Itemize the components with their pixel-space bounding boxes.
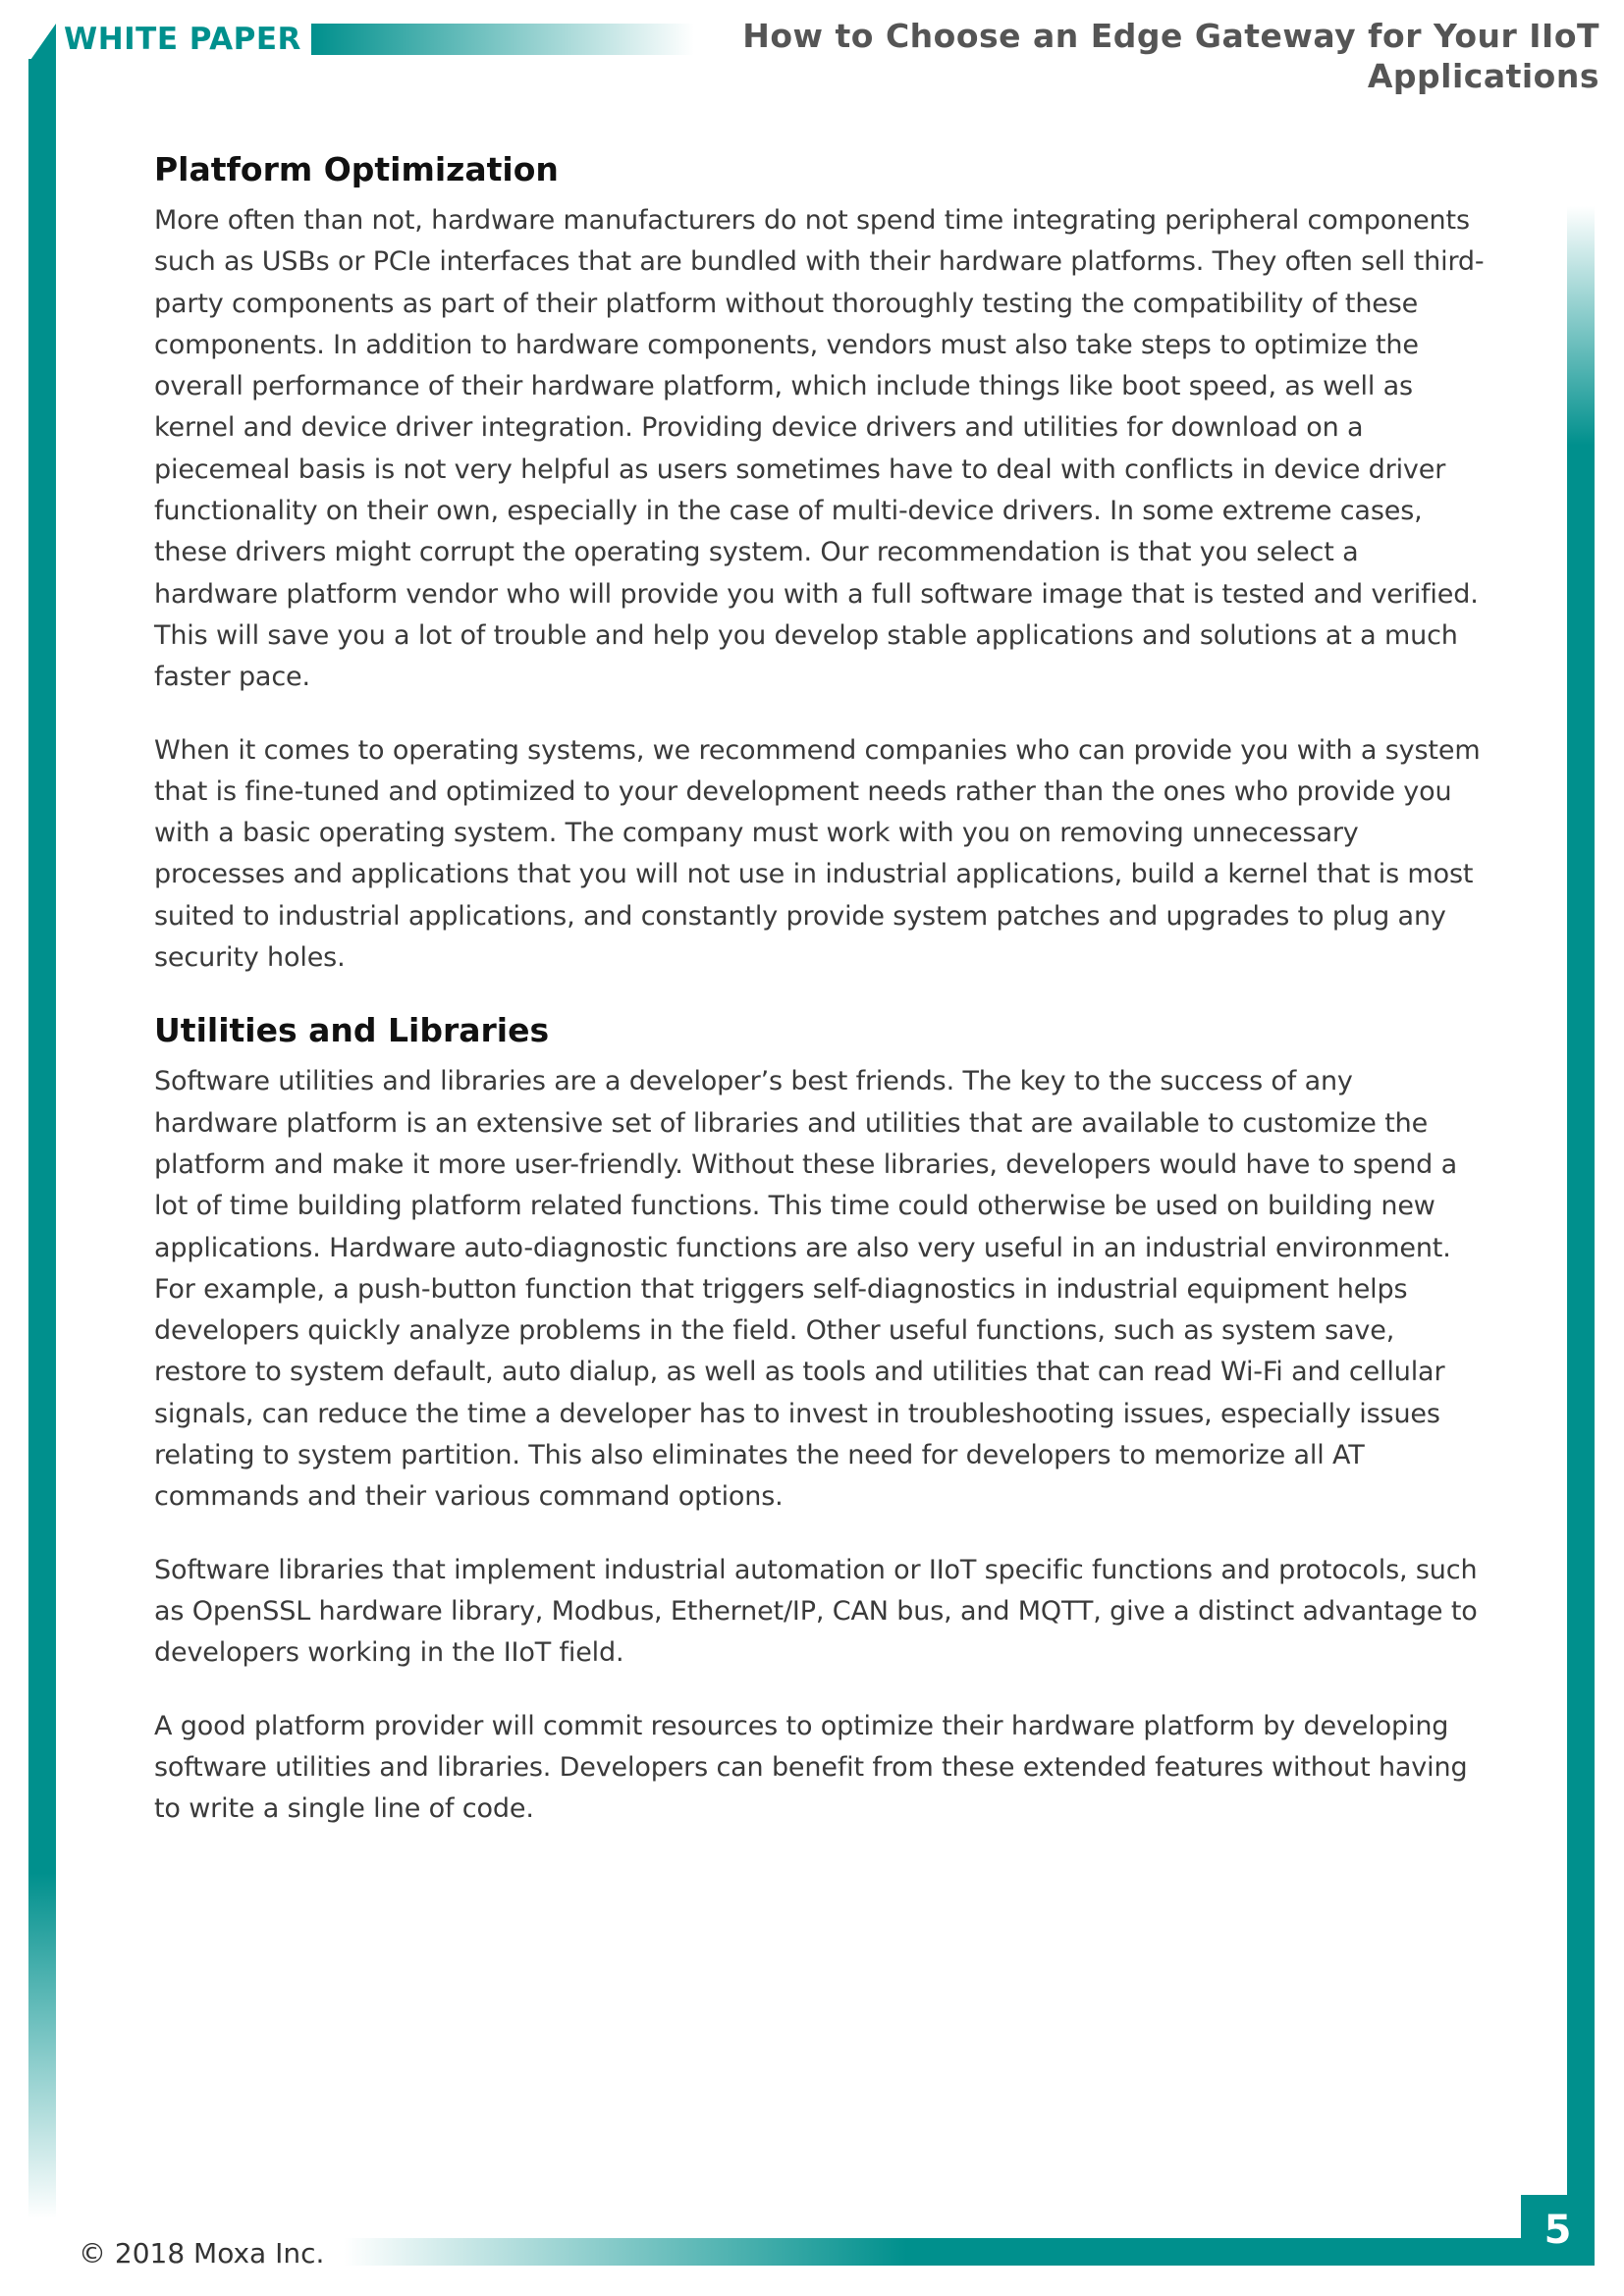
right-accent-bar xyxy=(1567,206,1595,2199)
left-accent-bar xyxy=(28,59,56,2218)
copyright-notice: © 2018 Moxa Inc. xyxy=(79,2237,325,2269)
paragraph: When it comes to operating systems, we recommend companies who can provide you with a system that is fine-tuned and optimized to your development needs rather than the ones who provide you with a basic operating system. The company must work with you on removing unnecessary processes and applications that you will not use in industrial applications, build a kernel that is most suited to industrial applications, and constantly provide system patches and upgrades to plug any security holes. xyxy=(154,734,1481,974)
paragraph: Software libraries that implement industrial automation or IIoT specific functions and protocols, such as OpenSSL hardware library, Modbus, Ethernet/IP, CAN bus, and MQTT, give a distinct advantage to developers working in the IIoT field. xyxy=(154,1554,1478,1669)
section-utilities-and-libraries xyxy=(154,1010,1485,1830)
section-platform-optimization xyxy=(154,149,1485,979)
paragraph: A good platform provider will commit resources to optimize their hardware platform by developing software utilities and libraries. Developers can benefit from these extended features without having to write a single line of code. xyxy=(154,1710,1468,1825)
page-content xyxy=(154,149,1485,1861)
page-number: 5 xyxy=(1543,2208,1572,2253)
document-title-line-2: Applications xyxy=(1367,57,1599,95)
paragraph: More often than not, hardware manufacturers do not spend time integrating peripheral components such as USBs or PCIe interfaces that are bundled with their hardware platforms. They often sell third-party components as part of their platform without thoroughly testing the compatibility of these components. In addition to hardware components, vendors must also take steps to optimize the overall performance of their hardware platform, which include things like boot speed, as well as kernel and device driver integration. Providing device drivers and utilities for download on a piecemeal basis is not very helpful as users sometimes have to deal with conflicts in device driver functionality on their own, especially in the case of multi-device drivers. In some extreme cases, these drivers might corrupt the operating system. Our recommendation is that you select a hardware platform vendor who will provide you with a full software image that is tested and verified. This will save you a lot of trouble and help you develop stable applications and solutions at a much faster pace. xyxy=(154,205,1485,693)
page-number-box xyxy=(1521,2195,1595,2266)
footer-accent-bar xyxy=(344,2238,1595,2266)
document-title-line-1: How to Choose an Edge Gateway for Your IIoT xyxy=(742,17,1599,55)
top-left-corner-accent xyxy=(28,24,56,63)
section-heading: Platform Optimization xyxy=(154,150,559,188)
paragraph: Software utilities and libraries are a developer’s best friends. The key to the success of any hardware platform is an extensive set of libraries and utilities that are available to customize the platform and make it more user-friendly. Without these libraries, developers would have to spend a lot of time building platform related functions. This time could otherwise be used on building new applications. Hardware auto-diagnostic functions are also very useful in an industrial environment. For example, a push-button function that triggers self-diagnostics in industrial equipment helps developers quickly analyze problems in the field. Other useful functions, such as system save, restore to system default, auto dialup, as well as tools and utilities that can read Wi-Fi and cellular signals, can reduce the time a developer has to invest in troubleshooting issues, especially issues relating to system partition. This also eliminates the need for developers to memorize all AT commands and their various command options. xyxy=(154,1066,1457,1513)
section-heading: Utilities and Libraries xyxy=(154,1011,550,1050)
header-label-box xyxy=(56,22,311,57)
white-paper-label: WHITE PAPER xyxy=(64,21,301,57)
document-title xyxy=(716,16,1599,96)
